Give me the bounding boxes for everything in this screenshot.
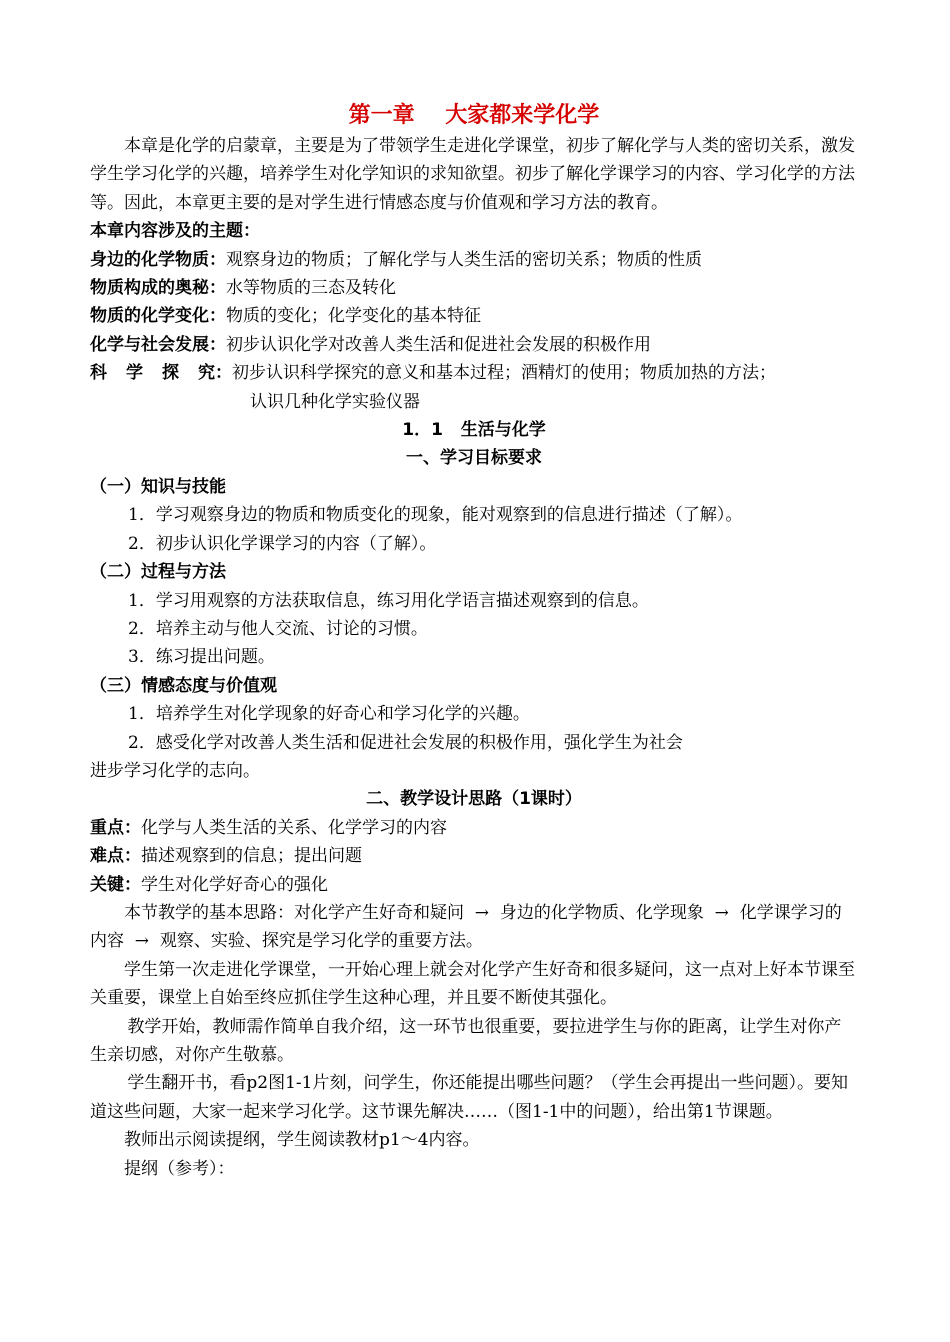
list-item: 1．学习用观察的方法获取信息，练习用化学语言描述观察到的信息。 bbox=[128, 590, 649, 611]
topic-key-explore bbox=[90, 359, 232, 387]
topic-text: 物质的变化；化学变化的基本特征 bbox=[226, 306, 481, 327]
key-point-row bbox=[90, 842, 858, 870]
body-paragraph: 教师出示阅读提纲，学生阅读教材p1～4内容。 bbox=[124, 1130, 480, 1151]
key-char: 科 bbox=[90, 363, 107, 384]
topic-row bbox=[90, 302, 858, 330]
list-item: 1．学习观察身边的物质和物质变化的现象，能对观察到的信息进行描述（了解）。 bbox=[128, 505, 743, 526]
key-point-label: 关键： bbox=[90, 874, 141, 895]
topic-text: 初步认识化学对改善人类生活和促进社会发展的积极作用 bbox=[226, 334, 651, 355]
list-item: 1．培养学生对化学现象的好奇心和学习化学的兴趣。 bbox=[128, 704, 530, 725]
topic-key: 身边的化学物质： bbox=[90, 249, 226, 270]
key-point-text: 描述观察到的信息；提出问题 bbox=[141, 846, 362, 867]
key-point-row bbox=[90, 871, 858, 899]
key-point-row bbox=[90, 814, 858, 842]
topic-row bbox=[90, 274, 858, 302]
chapter-intro: 本章是化学的启蒙章，主要是为了带领学生走进化学课堂，初步了解化学与人类的密切关系，激发学生学习化学的兴趣，培养学生对化学知识的求知欲望。初步了解化学课学习的内容、学习化学的方法等。因此，本章更主要的是对学生进行情感态度与价值观和学习方法的教育。 bbox=[90, 136, 855, 213]
document-page bbox=[90, 100, 858, 1183]
key-char: 究： bbox=[198, 363, 232, 384]
section-title: 1．1 生活与化学 bbox=[402, 420, 546, 441]
key-point-text: 化学与人类生活的关系、化学学习的内容 bbox=[141, 817, 447, 838]
list-item: 2．初步认识化学课学习的内容（了解）。 bbox=[128, 533, 437, 554]
objectives-title: 一、学习目标要求 bbox=[406, 448, 542, 469]
topic-row bbox=[90, 331, 858, 359]
topic-key: 化学与社会发展： bbox=[90, 334, 226, 355]
topic-row bbox=[90, 246, 858, 274]
body-paragraph: 学生第一次走进化学课堂，一开始心理上就会对化学产生好奇和很多疑问，这一点对上好本节课至关重要，课堂上自始至终应抓住学生这种心理，并且要不断使其强化。 bbox=[90, 959, 855, 1009]
list-item: 3．练习提出问题。 bbox=[128, 647, 275, 668]
key-point-label: 难点： bbox=[90, 846, 141, 867]
list-item: 2．感受化学对改善人类生活和促进社会发展的积极作用，强化学生为社会 bbox=[128, 732, 683, 753]
key-point-label: 重点： bbox=[90, 817, 141, 838]
topic-key: 物质的化学变化： bbox=[90, 306, 226, 327]
body-paragraph: 提纲（参考）： bbox=[124, 1158, 235, 1179]
key-char: 探 bbox=[162, 363, 179, 384]
topics-heading: 本章内容涉及的主题： bbox=[90, 221, 260, 242]
group-title: （二）过程与方法 bbox=[90, 562, 226, 583]
topic-text: 水等物质的三态及转化 bbox=[226, 278, 396, 299]
topic-text: 初步认识科学探究的意义和基本过程；酒精灯的使用；物质加热的方法； bbox=[232, 363, 776, 384]
design-title: 二、教学设计思路（1课时） bbox=[366, 789, 582, 810]
topic-row-explore bbox=[90, 359, 858, 387]
group-title: （一）知识与技能 bbox=[90, 476, 226, 497]
topic-key: 物质构成的奥秘： bbox=[90, 278, 226, 299]
topic-text: 观察身边的物质；了解化学与人类生活的密切关系；物质的性质 bbox=[226, 249, 702, 270]
body-paragraph: 本节教学的基本思路：对化学产生好奇和疑问 → 身边的化学物质、化学现象 → 化学课学习的内容 → 观察、实验、探究是学习化学的重要方法。 bbox=[90, 902, 842, 952]
body-paragraph: 教学开始，教师需作简单自我介绍，这一环节也很重要，要拉进学生与你的距离，让学生对你产生亲切感，对你产生敬慕。 bbox=[90, 1016, 842, 1065]
topic-continuation: 认识几种化学实验仪器 bbox=[250, 391, 420, 412]
key-point-text: 学生对化学好奇心的强化 bbox=[141, 874, 328, 895]
group-title: （三）情感态度与价值观 bbox=[90, 675, 277, 696]
key-char: 学 bbox=[126, 363, 143, 384]
list-item: 2．培养主动与他人交流、讨论的习惯。 bbox=[128, 618, 428, 639]
list-item-tail: 进步学习化学的志向。 bbox=[90, 760, 260, 781]
chapter-title: 第一章 大家都来学化学 bbox=[348, 103, 600, 128]
body-paragraph: 学生翻开书，看p2图1-1片刻，问学生，你还能提出哪些问题？（学生会再提出一些问题）。要知道这些问题，大家一起来学习化学。这节课先解决……（图1-1中的问题），给出第1节课题。 bbox=[90, 1073, 848, 1122]
